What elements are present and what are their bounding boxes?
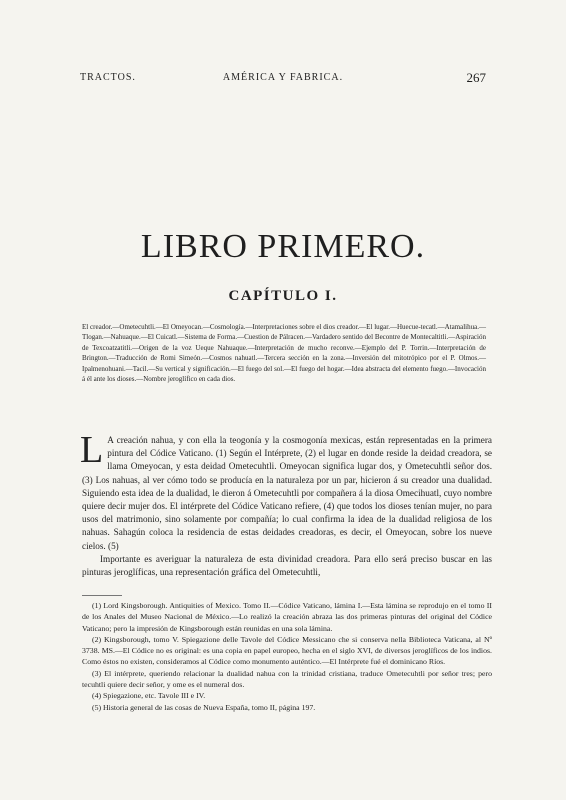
footnote-rule [82,595,122,596]
chapter-summary: El creador.—Ometecuhtli.—El Omeyocan.—Cosmología.—Interpretaciones sobre el dios creador.—El lugar.—Huecue-tecatl.—Atamalihua.—Tlogan.—Nahuaque.—El Cuicatl.—Sistema de Forma.—Cuestion de Pálracen.—Vardadero sentido del Becontre de Montecaltitli.—Aspiración de Texcoatzatitli.—Origen de la voz Ueque Nahuaque.—Interpretación de mucho reconve.—Ejemplo del P. Torrin.—Interpretación de Brington.—Traducción de Romi Simeón.—Cosmos nahuatl.—Tercera sección en la zona.—Inversión del mitotrópico por el P. Olmos.—Ipalmenohuani.—Tacil.—Su vertical y significación.—El fuego del sol.—El fuego del hogar.—Idea abstracta del elemento fuego.—Invocación á él ante los dioses.—Nombre jeroglífico en cada dios. [82,323,486,384]
body-text [80,429,492,579]
footnote-1: (1) Lord Kingsborough. Antiquities of Mexico. Tomo II.—Códice Vaticano, lámina I.—Esta lámina se reprodujo en el tomo II de los Anales del Museo Nacional de México.—Lo realizó la creación abraza las dos primeras pinturas del original del Códice Vaticano; pero la impresión de Kingsborough están reunidas en una sola lámina. [82,601,492,633]
footnote-4: (4) Spiegazione, etc. Tavole III e IV. [92,691,206,701]
header-center: AMÉRICA Y FABRICA. [222,72,344,83]
book-title: LIBRO PRIMERO. [140,228,426,265]
footnote-3: (3) El intérprete, queriendo relacionar la dualidad nahua con la trinidad cristiana, traduce Ometecuhtli por señor tres; pero tecuhtli quiere decir señor, y ome es el numeral dos. [82,668,492,690]
paragraph-1-text: A creación nahua, y con ella la teogonía y la cosmogonía mexicas, están representadas en la primera pintura del Códice Vaticano. (1) Según el Intérprete, (2) el lugar en donde reside la deidad creadora, se llama Omeyocan, y esta deidad Ometecuhtli. Omeyocan significa lugar dos, y Ometecuhtli señor dos. (3) Los nahuas, al ver cómo todo se producía en la naturaleza por un par, hicieron á su creador una dualidad. Siguiendo esta idea de la dualidad, le dieron á Ometecuhtli por compañera á la diosa Omecihuatl, cuyo nombre quiere decir mujer dos. El intérprete del Códice Vaticano refiere, (4) que todos los dioses tenían mujer, no para usos del matrimonio, sino solamente por compañía; lo cual confirma la idea de la dualidad religiosa de los nahuas. Sahagún coloca la residencia de estas deidades creadoras, es decir, el Omeyocan, sobre los nueve cielos. (5) [82,435,492,551]
drop-cap: L [80,429,104,471]
footnote-5: (5) Historia general de las cosas de Nueva España, tomo II, página 197. [92,702,316,712]
header-left: TRACTOS. [80,72,136,83]
chapter-heading: CAPÍTULO I. [228,288,338,304]
paragraph-2: Importante es averiguar la naturaleza de esta divinidad creadora. Para ello será preciso buscar en las pinturas jeroglíficas, una representación gráfica del Ometecuhtli, [82,553,492,578]
page-number: 267 [466,70,486,85]
footnotes [82,600,492,713]
running-header [80,72,486,88]
paragraph-1 [80,429,492,553]
footnote-2: (2) Kingsborough, tomo V. Spiegazione delle Tavole del Códice Messicano che si conserva nella Biblioteca Vaticana, al Nº 3738. MS.—El Códice no es original: es una copia en papel europeo, hecha en el siglo XVI, de diversos jeroglíficos de los indios. Como éstos no existen, consideramos al Códice como monumento auténtico.—El Intérprete fué el dominicano Ríos. [82,634,492,667]
